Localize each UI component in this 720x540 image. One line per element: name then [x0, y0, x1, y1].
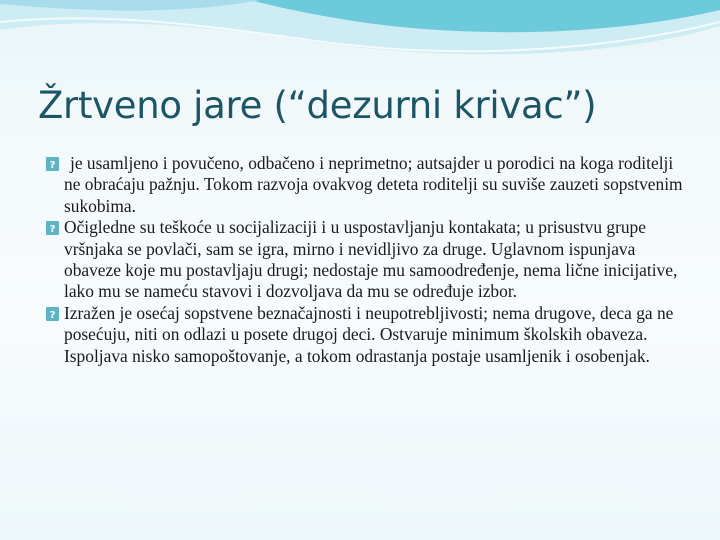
bullet-square-icon [46, 307, 59, 321]
bullet-item [46, 303, 686, 367]
bullet-item [46, 153, 686, 217]
bullet-square-icon [46, 221, 59, 235]
slide-title: Žrtveno jare (“dezurni krivac”) [38, 84, 597, 127]
bullet-list [46, 153, 686, 367]
bullet-square-icon [46, 157, 59, 171]
bullet-text: je usamljeno i povučeno, odbačeno i neprimetno; autsajder u porodici na koga roditelji ne obraćaju pažnju. Tokom razvoja ovakvog deteta roditelji su suviše zauzeti sopstvenim sukobima. [64, 153, 683, 216]
header-wave-decoration [0, 0, 720, 80]
bullet-item [46, 217, 686, 303]
bullet-text: Izražen je osećaj sopstvene beznačajnosti i neupotrebljivosti; nema drugove, deca ga ne posećuju, niti on odlazi u posete drugoj deci. Ostvaruje minimum školskih obaveza. Ispoljava nisko samopoštovanje, a tokom odrastanja postaje usamljenik i osobenjak. [64, 302, 674, 366]
bullet-text: Očigledne su teškoće u socijalizaciji i u uspostavljanju kontakata; u prisustvu grupe vršnjaka se povlači, sam se igra, mirno i nevidljivo za druge. Uglavnom ispunjava obaveze koje mu postavljaju drugi; nedostaje mu samoodređenje, nema lične inicijative, lako mu se nameću stavovi i dozvoljava da mu se određuje izbor. [64, 217, 678, 302]
